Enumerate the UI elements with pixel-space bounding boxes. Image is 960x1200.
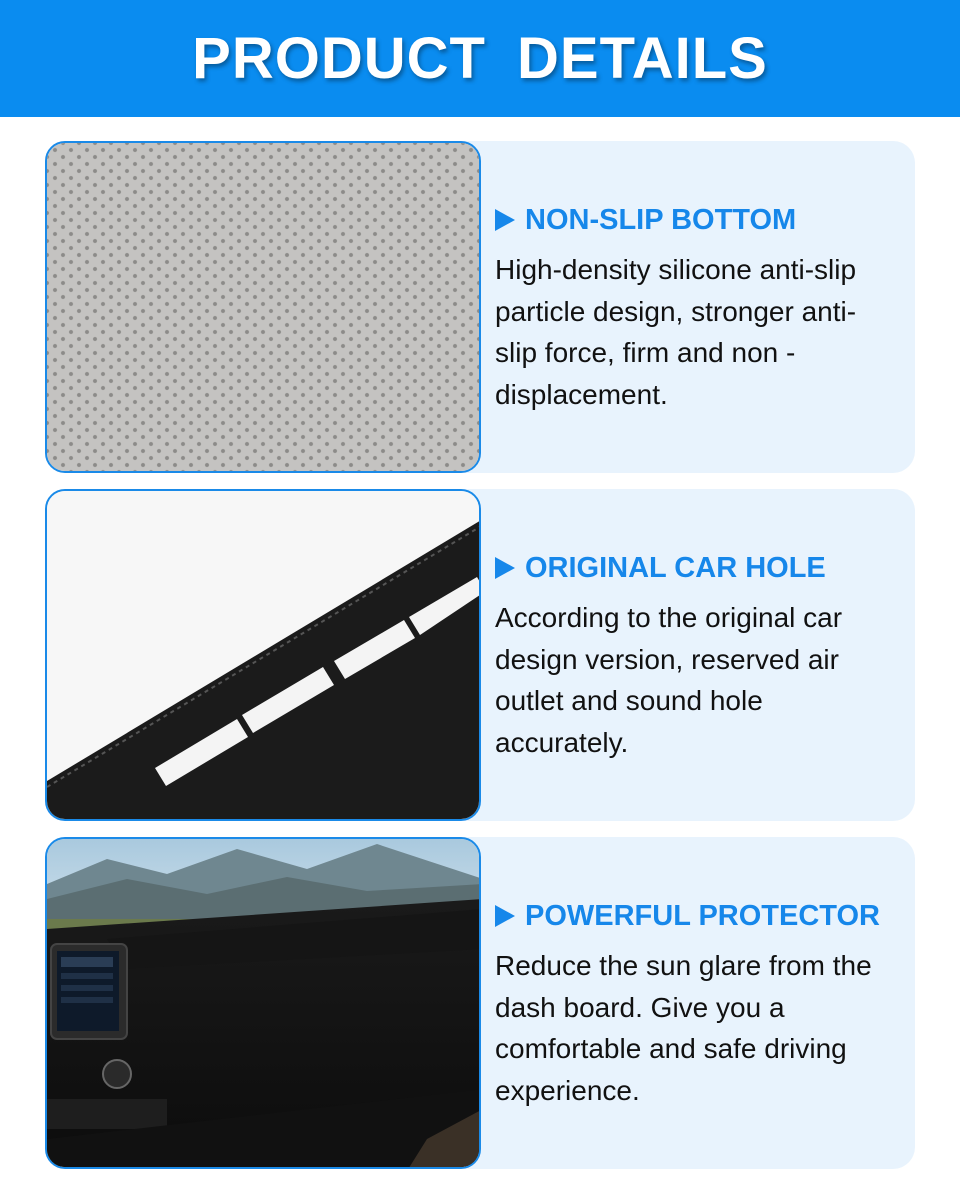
feature-description: High-density silicone anti-slip particle design, stronger anti-slip force, firm and non -displacement. <box>495 254 857 410</box>
feature-panel-protector <box>45 837 915 1169</box>
feature-text <box>495 203 915 415</box>
dash-mat-holes-image <box>45 489 481 821</box>
feature-title-label: POWERFUL PROTECTOR <box>525 900 880 932</box>
feature-title <box>495 203 915 237</box>
feature-title <box>495 899 915 933</box>
car-dashboard-image <box>45 837 481 1169</box>
feature-text <box>495 899 915 1111</box>
feature-title <box>495 551 915 585</box>
triangle-right-icon <box>495 557 515 579</box>
feature-title-label: NON-SLIP BOTTOM <box>525 204 797 236</box>
feature-description: According to the original car design version, reserved air outlet and sound hole accurately. <box>495 602 843 758</box>
page-title: PRODUCT DETAILS <box>192 26 768 91</box>
triangle-right-icon <box>495 209 515 231</box>
header-banner <box>0 0 960 117</box>
feature-panel-non-slip <box>45 141 915 473</box>
non-slip-texture-image <box>45 141 481 473</box>
feature-title-label: ORIGINAL CAR HOLE <box>525 552 826 584</box>
feature-text <box>495 551 915 763</box>
feature-description: Reduce the sun glare from the dash board. Give you a comfortable and safe driving experience. <box>495 950 872 1106</box>
triangle-right-icon <box>495 905 515 927</box>
feature-panel-car-hole <box>45 489 915 821</box>
